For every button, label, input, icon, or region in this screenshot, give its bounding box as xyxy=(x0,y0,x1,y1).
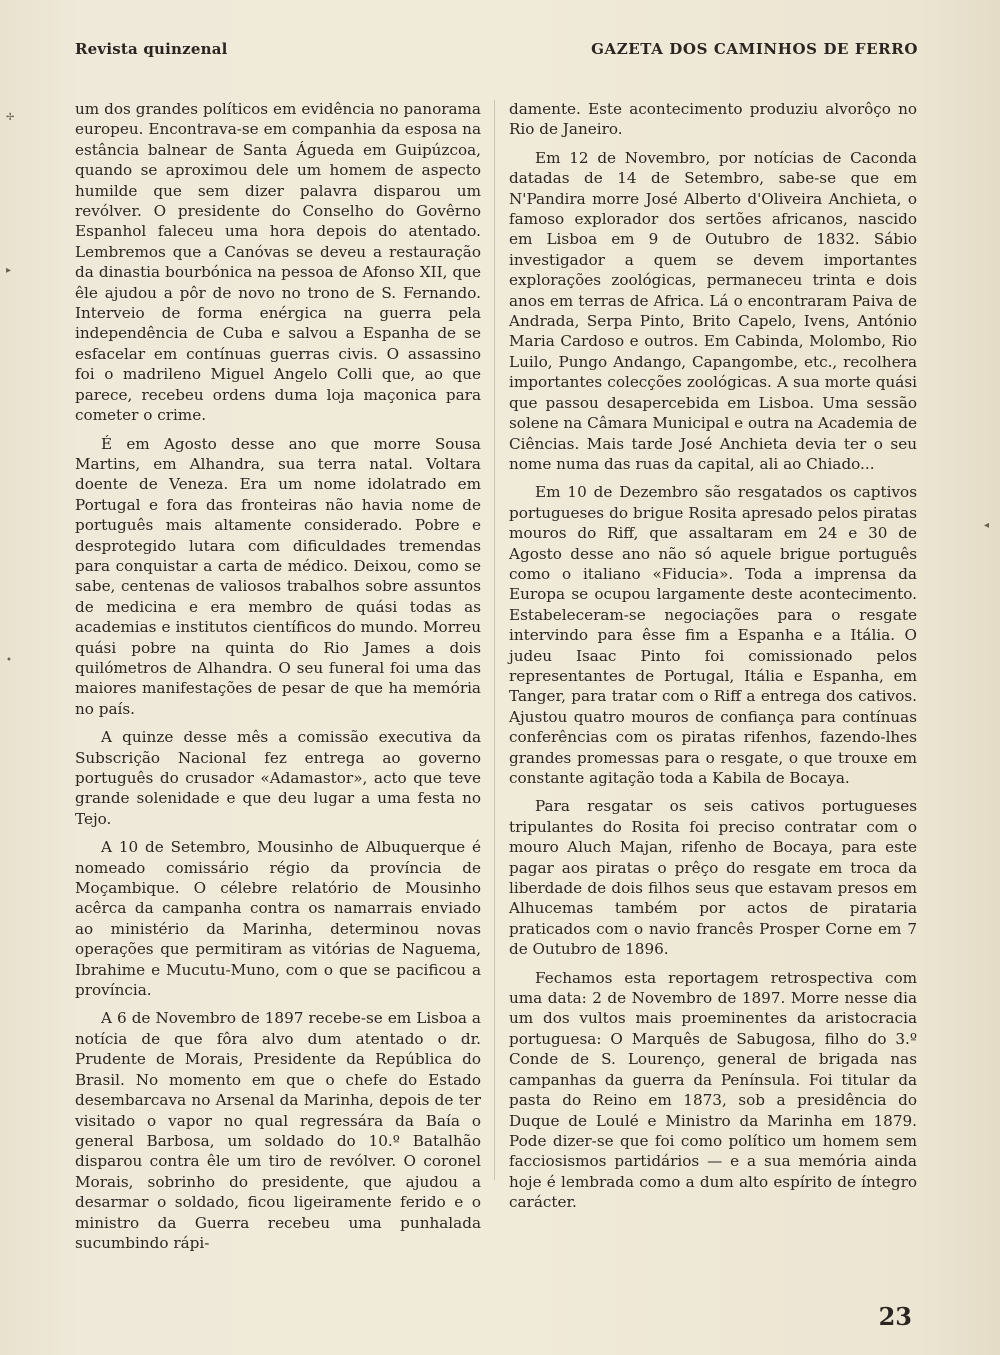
paragraph: Em 10 de Dezembro são resgatados os captivos portugueses do brigue Rosita apresado pelos piratas mouros do Riff, que assaltaram em 24 e 30 de Agosto desse ano não só aquele brigue português como o italiano «Fiducia». Toda a imprensa da Europa se ocupou largamente deste acontecimento. Estabeleceram-se negociações para o resgate intervindo para êsse fim a Espanha e a Itália. O judeu Isaac Pinto foi comissionado pelos representantes de Portugal, Itália e Espanha, em Tanger, para tratar com o Riff a entrega dos cativos. Ajustou quatro mouros de confiança para contínuas conferências com os piratas rifenhos, fazendo-lhes grandes promessas para o resgate, o que trouxe em constante agitação toda a Kabila de Bocaya. xyxy=(509,483,917,787)
paragraph: A 10 de Setembro, Mousinho de Albuquerque é nomeado comissário régio da província de Moçambique. O célebre relatório de Mousinho acêrca da campanha contra os namarrais enviado ao ministério da Marinha, determinou novas operações que permitiram as vitórias de Naguema, Ibrahime e Mucutu-Muno, com o que se pacificou a província. xyxy=(75,838,481,1000)
text-column-left xyxy=(75,99,481,1261)
paragraph: Em 12 de Novembro, por notícias de Caconda datadas de 14 de Setembro, sabe-se que em N'Pandira morre José Alberto d'Oliveira Anchieta, o famoso explorador dos sertões africanos, nascido em Lisboa em 9 de Outubro de 1832. Sábio investigador a quem se devem importantes explorações zoológicas, permaneceu trinta e dois anos em terras de Africa. Lá o encontraram Paiva de Andrada, Serpa Pinto, Brito Capelo, Ivens, António Maria Cardoso e outros. Em Cabinda, Molombo, Rio Luilo, Pungo Andango, Capangombe, etc., recolhera importantes colecções zoológicas. A sua morte quási que passou desapercebida em Lisboa. Uma sessão solene na Câmara Municipal e outra na Academia de Ciências. Mais tarde José Anchieta devia ter o seu nome numa das ruas da capital, ali ao Chiado... xyxy=(509,148,917,473)
paragraph: damente. Este acontecimento produziu alvorôço no Rio de Janeiro. xyxy=(509,100,917,139)
paragraph: A 6 de Novembro de 1897 recebe-se em Lisboa a notícia de que fôra alvo dum atentado o dr. Prudente de Morais, Presidente da República do Brasil. No momento em que o chefe do Estado desembarcava no Arsenal da Marinha, depois de ter visitado o vapor no qual regressára da Baía o general Barbosa, um soldado do 10.º Batalhão disparou contra êle um tiro de revólver. O coronel Morais, sobrinho do presidente, que ajudou a desarmar o soldado, ficou ligeiramente ferido e o ministro da Guerra recebeu uma punhalada sucumbindo rápi- xyxy=(75,1009,481,1252)
paragraph: um dos grandes políticos em evidência no panorama europeu. Encontrava-se em companhia da esposa na estância balnear de Santa Águeda em Guipúzcoa, quando se aproximou dele um homem de aspecto humilde que sem dizer palavra disparou um revólver. O presidente do Conselho do Govêrno Espanhol faleceu uma hora depois do atentado. Lembremos que a Canóvas se deveu a restauração da dinastia bourbónica na pessoa de Afonso XII, que êle ajudou a pôr de novo no trono de S. Fernando. Interveio de forma enérgica na guerra pela independência de Cuba e salvou a Espanha de se esfacelar em contínuas guerras civis. O assassino foi o madrileno Miguel Angelo Colli que, ao que parece, recebeu ordens duma loja maçonica para cometer o crime. xyxy=(75,100,481,425)
running-header-right: GAZETA DOS CAMINHOS DE FERRO xyxy=(591,40,918,58)
margin-mark-icon: ◂ xyxy=(984,520,990,531)
paragraph: A quinze desse mês a comissão executiva da Subscrição Nacional fez entrega ao governo português do crusador «Adamastor», acto que teve grande solenidade e que deu lugar a uma festa no Tejo. xyxy=(75,728,481,828)
paragraph: É em Agosto desse ano que morre Sousa Martins, em Alhandra, sua terra natal. Voltara doente de Veneza. Era um nome idolatrado em Portugal e fora das fronteiras não havia nome de português mais altamente considerado. Pobre e desprotegido lutara com dificuldades tremendas para conquistar a carta de médico. Deixou, como se sabe, centenas de valiosos trabalhos sobre assuntos de medicina e era membro de quási todas as academias e institutos científicos do mundo. Morreu quási pobre na quinta do Rio James a dois quilómetros de Alhandra. O seu funeral foi uma das maiores manifestações de pesar de que ha memória no país. xyxy=(75,434,481,718)
margin-mark-icon: ▸ xyxy=(6,265,12,276)
running-header-left: Revista quinzenal xyxy=(75,40,228,58)
paragraph: Fechamos esta reportagem retrospectiva com uma data: 2 de Novembro de 1897. Morre nesse dia um dos vultos mais proeminentes da aristocracia portuguesa: O Marquês de Sabugosa, filho do 3.º Conde de S. Lourenço, general de brigada nas campanhas da guerra da Península. Foi titular da pasta do Reino em 1873, sob a presidência do Duque de Loulé e Ministro da Marinha em 1879. Pode dizer-se que foi como político um homem sem facciosismos partidários — e a sua memória ainda hoje é lembrada como a dum alto espírito de íntegro carácter. xyxy=(509,968,917,1212)
paragraph: Para resgatar os seis cativos portugueses tripulantes do Rosita foi preciso contratar com o mouro Aluch Majan, rifenho de Bocaya, para este pagar aos piratas o prêço do resgate em troca da liberdade de dois filhos seus que estavam presos em Alhucemas também por actos de pirataria praticados com o navio francês Prosper Corne em 7 de Outubro de 1896. xyxy=(509,797,917,959)
page-number: 23 xyxy=(878,1302,912,1331)
text-column-right xyxy=(509,99,917,1221)
margin-mark-icon: ✢ xyxy=(6,112,15,123)
margin-mark-icon: • xyxy=(6,655,12,666)
column-divider xyxy=(494,100,495,1180)
